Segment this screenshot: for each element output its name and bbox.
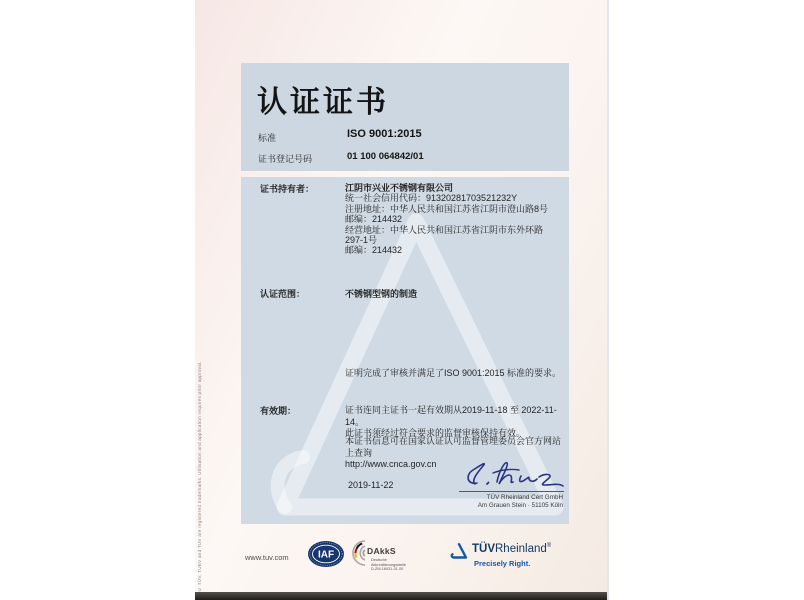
standard-label: 标准 [258, 133, 277, 143]
tuv-tagline: Precisely Right. [474, 559, 531, 568]
validity-label: 有效期： [260, 406, 297, 416]
iaf-accreditation-logo [307, 540, 345, 568]
photo-background-edge [195, 592, 607, 600]
dakks-wordmark: DAkkS [367, 546, 396, 556]
tuv-rheinland-wordmark [472, 543, 551, 555]
dakks-registration-number: D-ZM-16031-01-00 [371, 567, 404, 571]
cnca-url: http://www.cnca.gov.cn [345, 459, 437, 470]
holder-registered-address: 注册地址：中华人民共和国江苏省江阴市澄山路8号 [345, 203, 549, 214]
tuv-wordmark-rest: Rheinland [495, 543, 547, 555]
signature-handwriting [463, 457, 565, 491]
issuer-name: TÜV Rheinland Cert GmbH [486, 494, 563, 501]
issuer-address: Am Grauen Stein · 51105 Köln [477, 502, 563, 509]
holder-label: 证书持有者： [260, 184, 315, 194]
holder-business-address: 经营地址：中华人民共和国江苏省江阴市东外环路297-1号 [345, 224, 544, 246]
validity-period: 证书连同主证书一起有效期从2019-11-18 至 2022-11-14。 [345, 405, 557, 427]
validity-condition: 此证书须经过符合要求的监督审核保持有效。 [345, 428, 526, 439]
tuv-rheinland-triangle-icon [449, 542, 468, 561]
holder-details [345, 183, 560, 256]
certificate-photo [195, 0, 609, 600]
holder-postcode-2: 邮编：214432 [345, 245, 403, 256]
scope-value: 不锈钢型钢的制造 [345, 289, 418, 299]
signature-line [459, 491, 564, 492]
certificate-number-label: 证书登记号码 [258, 154, 313, 164]
scope-label: 认证范围： [260, 289, 306, 299]
tuv-wordmark-bold: TÜV [472, 543, 495, 555]
svg-text:IAF: IAF [317, 549, 335, 561]
dakks-subtitle-1: Deutsche [371, 558, 388, 562]
certificate-header-box [241, 63, 569, 171]
conformity-statement: 证明完成了审核并满足了ISO 9001:2015 标准的要求。 [345, 368, 562, 378]
tuv-website-url: www.tuv.com [245, 553, 289, 562]
trademark-side-note: © TÜV, TUEV and TUV are registered trademarks. Utilisation and application requires prior approval. [197, 361, 202, 592]
dakks-subtitle-2: Akkreditierungsstelle [371, 562, 407, 567]
verification-note: 本证书信息可在国家认证认可监督管理委员会官方网站上查询 [345, 436, 562, 458]
validity-details [345, 405, 565, 440]
standard-value: ISO 9001:2015 [347, 128, 422, 140]
certificate-body-box [241, 177, 569, 524]
holder-postcode-1: 邮编：214432 [345, 214, 403, 225]
issue-date: 2019-11-22 [348, 480, 394, 490]
certificate-number-value: 01 100 064842/01 [347, 151, 424, 162]
certificate-title: 认证证书 [257, 86, 389, 119]
registered-trademark-symbol: ® [546, 543, 552, 549]
holder-credit-code: 统一社会信用代码：91320281703521232Y [345, 193, 518, 204]
holder-company-name: 江阴市兴业不锈钢有限公司 [345, 183, 454, 193]
